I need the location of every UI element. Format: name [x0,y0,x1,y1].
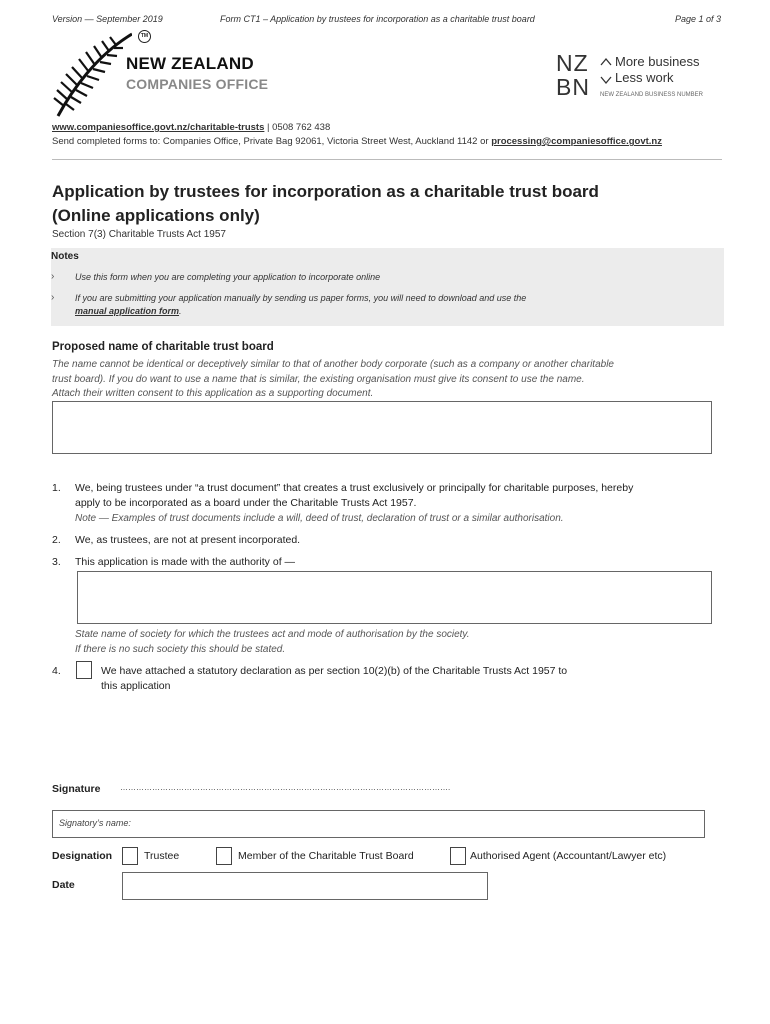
proposed-name-heading: Proposed name of charitable trust board [52,341,274,353]
manual-application-form-link[interactable]: manual application form [75,306,180,316]
trustee-label: Trustee [144,850,180,862]
bullet-icon: › [51,292,55,303]
trustee-checkbox[interactable] [122,847,138,865]
section-reference: Section 7(3) Charitable Trusts Act 1957 [52,229,226,240]
page-number: Page 1 of 3 [675,14,722,24]
item-2-text: We, as trustees, are not at present incorporated. [75,534,301,546]
signatory-name-placeholder: Signatory’s name: [59,818,131,828]
signature-label: Signature [52,783,101,795]
item-3-number: 3. [52,556,61,568]
signature-line[interactable]: ……………………………………………………………………………………………………………. [120,783,451,792]
notes-panel [51,248,724,326]
desc-line-3: Attach their written consent to this application as a supporting document. [52,388,374,399]
note-1: Use this form when you are completing your application to incorporate online [75,272,381,282]
nzbn-tagline-2: Less work [615,70,674,85]
contact-block [52,121,662,149]
statutory-declaration-checkbox[interactable] [76,661,92,679]
signatory-name-input[interactable] [52,810,705,838]
item-3-note-1: State name of society for which the trustees act and mode of authorisation by the society. [75,629,470,640]
trademark-badge: TM [138,30,151,43]
email-link[interactable]: processing@companiesoffice.govt.nz [491,136,662,147]
phone-number: | 0508 762 438 [267,122,331,133]
nzbn-letters-bottom: BN [556,74,590,100]
logo-line-2: COMPANIES OFFICE [126,76,269,92]
proposed-name-description [52,358,732,402]
form-title-header: Form CT1 – Application by trustees for incorporation as a charitable trust board [220,14,535,24]
version-text: Version — September 2019 [52,14,163,24]
website-link[interactable]: www.companiesoffice.govt.nz/charitable-trusts [52,122,265,133]
logo-line-1: NEW ZEALAND [126,54,254,73]
item-4-line-1: We have attached a statutory declaration as per section 10(2)(b) of the Charitable Trusts Act 1957 to [101,665,568,677]
nzbn-subtitle: NEW ZEALAND BUSINESS NUMBER [600,92,704,98]
note-2-text: If you are submitting your application manually by sending us paper forms, you will need to download and use the [75,293,527,303]
nzbn-logo [556,52,726,107]
item-4-text [101,664,701,694]
authorised-agent-label: Authorised Agent (Accountant/Lawyer etc) [470,850,667,862]
desc-line-2: trust board). If you do want to use a name that is similar, the existing organisation must give its consent to use the name. [52,373,585,385]
authority-input[interactable] [77,571,712,624]
board-member-label: Member of the Charitable Trust Board [238,850,414,862]
item-1-number: 1. [52,482,61,494]
board-member-checkbox[interactable] [216,847,232,865]
item-1-line-1: We, being trustees under “a trust document” that creates a trust exclusively or principally for charitable purposes, hereby [75,482,634,494]
send-address: Send completed forms to: Companies Office, Private Bag 92061, Victoria Street West, Auckland 1142 or [52,136,489,147]
up-down-chevron-icon [600,56,612,86]
note-2-end: . [179,306,182,316]
item-1-text [75,481,725,526]
divider [52,159,722,160]
title-line-1: Application by trustees for incorporation as a charitable trust board [52,182,599,201]
proposed-name-input[interactable] [52,401,712,454]
desc-line-1: The name cannot be identical or deceptively similar to that of another body corporate (such as a company or another charitable [52,359,614,370]
designation-label: Designation [52,850,113,862]
companies-office-logo [52,30,292,120]
date-label: Date [52,879,75,891]
item-1-line-2: apply to be incorporated as a board under the Charitable Trusts Act 1957. [75,497,417,509]
date-input[interactable] [122,872,488,900]
title-line-2: (Online applications only) [52,206,260,225]
nzbn-letters-top: NZ [556,50,589,76]
nzbn-tagline-1: More business [615,54,700,69]
item-3-note [75,628,469,657]
page-title [52,180,712,228]
item-4-line-2: this application [101,680,171,692]
item-3-note-2: If there is no such society this should be stated. [75,643,286,655]
authorised-agent-checkbox[interactable] [450,847,466,865]
item-1-note: Note — Examples of trust documents include a will, deed of trust, declaration of trust or a similar authorisation. [75,513,564,524]
notes-heading: Notes [51,251,79,262]
note-2 [75,292,695,318]
item-3-text: This application is made with the authority of — [75,556,296,568]
item-2-number: 2. [52,534,61,546]
bullet-icon: › [51,271,55,282]
silver-fern-icon [52,30,132,120]
item-4-number: 4. [52,665,61,677]
